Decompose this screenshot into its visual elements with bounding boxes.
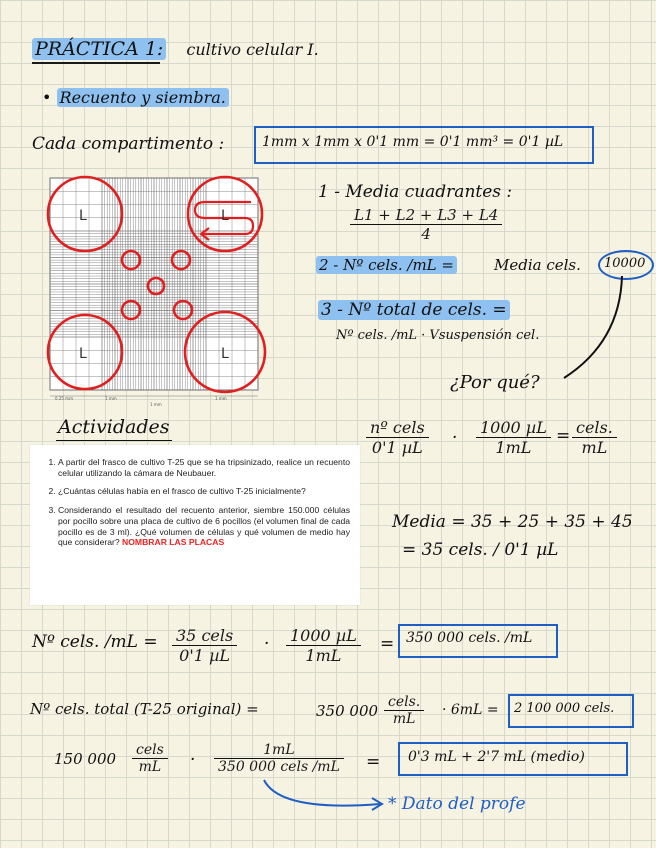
activity-item-1: 1. A partir del frasco de cultivo T-25 que se ha tripsinizado, realice un recuento celular utilizando la cámara de Neubauer. bbox=[58, 457, 350, 478]
step3-text: Nº cels. /mL · Vsuspensión cel. bbox=[336, 328, 540, 343]
calc2-label: Nº cels. total (T-25 original) = bbox=[30, 700, 259, 718]
calc2-times: · 6mL = bbox=[442, 702, 499, 718]
activity-item-3: 3. Considerando el resultado del recuento anterior, siembre 150.000 células por pocillo sobre una placa de cultivo de 6 pocillos (el volumen final de cada pocillo es de 3 ml). ¿Qué volumen de células y qué volumen de medio hay que considerar? NOMBRAR LAS PLACAS bbox=[58, 505, 350, 548]
neubauer-grid-figure bbox=[45, 172, 267, 410]
calc3-prefix: 150 000 bbox=[54, 750, 117, 768]
media-line-2: = 35 cels. / 0'1 µL bbox=[402, 540, 559, 560]
step1-fraction bbox=[350, 206, 502, 243]
quadrant-letter-bl: L bbox=[79, 346, 87, 362]
bullet-icon: • bbox=[42, 88, 52, 107]
step1-denominator: 4 bbox=[421, 225, 431, 243]
calc3-result: 0'3 mL + 2'7 mL (medio) bbox=[408, 749, 585, 765]
scale-label-2: 1 mm bbox=[105, 396, 117, 401]
title-underline bbox=[32, 62, 160, 64]
conv-frac-1: nº cels 0'1 µL bbox=[366, 418, 429, 457]
scale-label-3: 1 mm bbox=[150, 402, 162, 407]
conv-frac-2: 1000 µL 1mL bbox=[476, 418, 551, 457]
step2-text: Media cels. bbox=[494, 256, 581, 274]
conv-eq: = bbox=[556, 426, 571, 446]
step1-numerator: L1 + L2 + L3 + L4 bbox=[350, 206, 502, 225]
why-question: ¿Por qué? bbox=[450, 372, 540, 393]
note-text: * Dato del profe bbox=[388, 794, 526, 814]
step3-label: 3 - Nº total de cels. = bbox=[318, 300, 510, 320]
calc2-value: 350 000 bbox=[316, 702, 379, 720]
calc1-dot: · bbox=[264, 634, 270, 654]
compartment-label: Cada compartimento : bbox=[32, 134, 225, 154]
title-suffix: cultivo celular I. bbox=[186, 40, 319, 59]
scale-label-1: 0.25 mm bbox=[55, 396, 73, 401]
calc1-result: 350 000 cels. /mL bbox=[406, 630, 533, 646]
calc2-result: 2 100 000 cels. bbox=[514, 701, 615, 716]
calc1-eq: = bbox=[380, 634, 395, 654]
step1-label: 1 - Media cuadrantes : bbox=[318, 182, 513, 202]
conv-frac-3: cels. mL bbox=[572, 418, 617, 457]
scale-label-4: 1 mm bbox=[215, 396, 227, 401]
page-title bbox=[32, 38, 319, 60]
calc3-frac-2: 1mL 350 000 cels /mL bbox=[214, 742, 344, 775]
activities-heading: Actividades bbox=[58, 416, 170, 438]
step2-circled-value: 10000 bbox=[604, 256, 646, 271]
note-arrow bbox=[260, 776, 390, 826]
conv-dot: · bbox=[452, 428, 458, 448]
title-highlight: PRÁCTICA 1: bbox=[32, 38, 166, 60]
step2-label: 2 - Nº cels. /mL = bbox=[316, 256, 457, 274]
calc3-eq: = bbox=[366, 752, 381, 772]
calc3-frac-1: cels mL bbox=[132, 742, 168, 775]
compartment-formula: 1mm x 1mm x 0'1 mm = 0'1 mm³ = 0'1 µL bbox=[262, 134, 564, 150]
subtitle bbox=[42, 88, 229, 107]
calc3-dot: · bbox=[190, 750, 196, 770]
calc1-label: Nº cels. /mL = bbox=[32, 632, 158, 652]
quadrant-letter-tr: L bbox=[221, 208, 229, 224]
activity-item-2: 2. ¿Cuántas células había en el frasco de cultivo T-25 inicialmente? bbox=[58, 486, 350, 497]
activities-sheet bbox=[30, 445, 360, 605]
media-line-1: Media = 35 + 25 + 35 + 45 bbox=[392, 512, 633, 532]
calc1-frac-1: 35 cels 0'1 µL bbox=[172, 626, 237, 665]
subtitle-text: Recuento y siembra. bbox=[57, 88, 229, 107]
why-arrow bbox=[550, 272, 630, 384]
quadrant-letter-tl: L bbox=[79, 208, 87, 224]
calc1-frac-2: 1000 µL 1mL bbox=[286, 626, 361, 665]
activity-item-3-red: NOMBRAR LAS PLACAS bbox=[122, 537, 225, 548]
activities-underline bbox=[56, 440, 172, 441]
quadrant-letter-br: L bbox=[221, 346, 229, 362]
calc2-frac: cels. mL bbox=[384, 694, 424, 727]
